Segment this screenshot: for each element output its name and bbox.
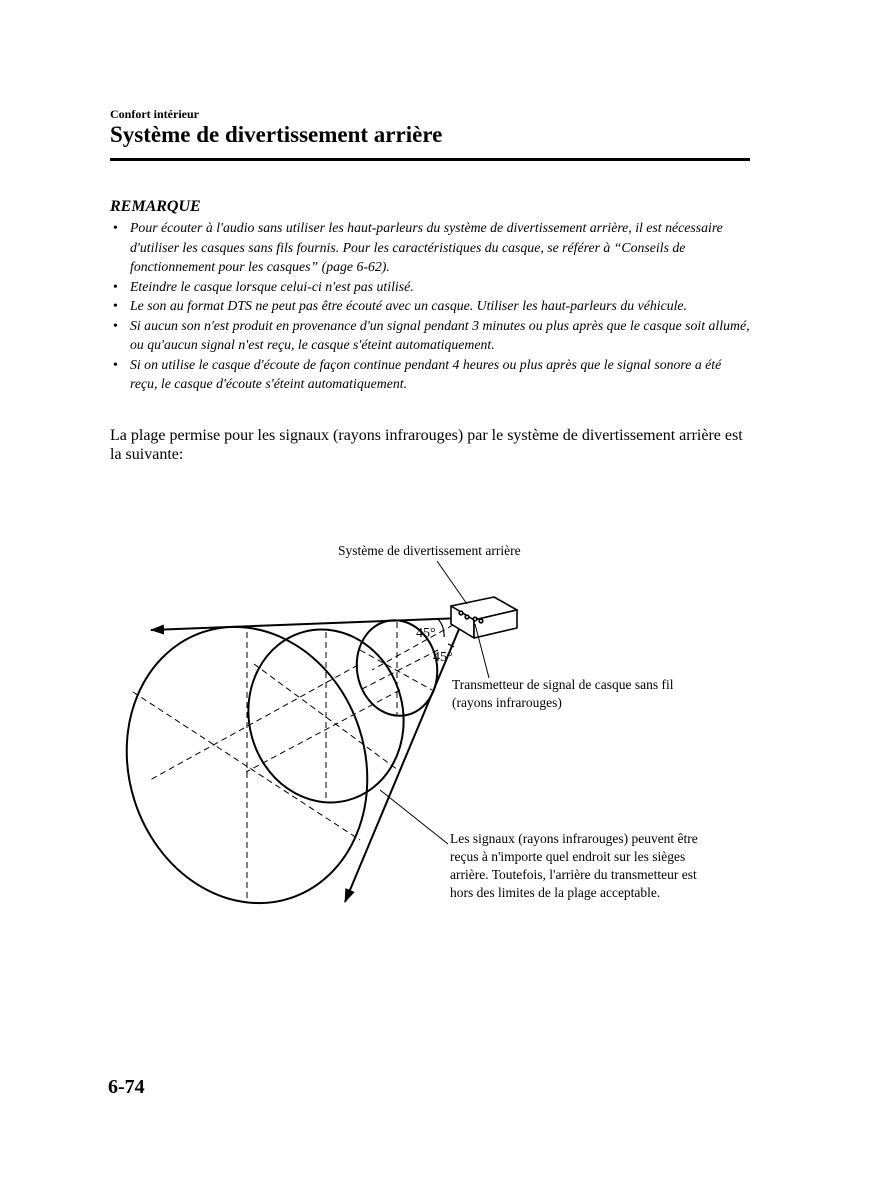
- signals-callout-line: arrière. Toutefois, l'arrière du transmetteur est: [450, 867, 697, 882]
- system-callout: Système de divertissement arrière: [338, 543, 521, 558]
- angle-arc-upper: [438, 619, 444, 637]
- angle-label-upper: 45°: [416, 626, 436, 641]
- page-number: 6-74: [108, 1076, 145, 1098]
- leader-system: [437, 561, 467, 604]
- note-item: • Si on utilise le casque d'écoute de façon continue pendant 4 heures ou plus après que le signal sonore a été reçu, le casque d'écoute s'éteint automatiquement.: [110, 355, 750, 394]
- signals-callout-line: reçus à n'importe quel endroit sur les sièges: [450, 849, 686, 864]
- angle-label-lower: 45°: [433, 650, 453, 665]
- leader-signals: [380, 790, 448, 844]
- transmitter-callout-line: Transmetteur de signal de casque sans fil: [452, 677, 674, 692]
- page-title: Système de divertissement arrière: [110, 122, 443, 147]
- note-item: • Si aucun son n'est produit en provenance d'un signal pendant 3 minutes ou plus après que le casque soit allumé, ou qu'aucun signal n'est reçu, le casque s'éteint automatiquement.: [110, 316, 750, 355]
- section-label: Confort intérieur: [110, 107, 199, 121]
- signals-callout: [450, 830, 750, 902]
- note-item: • Le son au format DTS ne peut pas être écouté avec un casque. Utiliser les haut-parleurs du véhicule.: [110, 296, 750, 316]
- signals-callout-line: Les signaux (rayons infrarouges) peuvent être: [450, 831, 698, 846]
- note-heading: REMARQUE: [110, 198, 201, 215]
- intro-paragraph: La plage permise pour les signaux (rayons infrarouges) par le système de divertissement arrière est la suivante:: [110, 427, 743, 463]
- note-item: • Pour écouter à l'audio sans utiliser les haut-parleurs du système de divertissement arrière, il est nécessaire d'utiliser les casques sans fils fournis. Pour les caractéristiques du casque, se référer à “Conseils de fonctionnement pour les casques” (page 6-62).: [110, 218, 750, 277]
- rear-entertainment-unit-icon: [451, 597, 517, 638]
- transmitter-callout-line: (rayons infrarouges): [452, 695, 562, 710]
- construction-lines: [133, 622, 438, 900]
- signals-callout-line: hors des limites de la plage acceptable.: [450, 885, 661, 900]
- note-item: • Eteindre le casque lorsque celui-ci n'est pas utilisé.: [110, 277, 750, 297]
- transmitter-callout: [452, 676, 752, 712]
